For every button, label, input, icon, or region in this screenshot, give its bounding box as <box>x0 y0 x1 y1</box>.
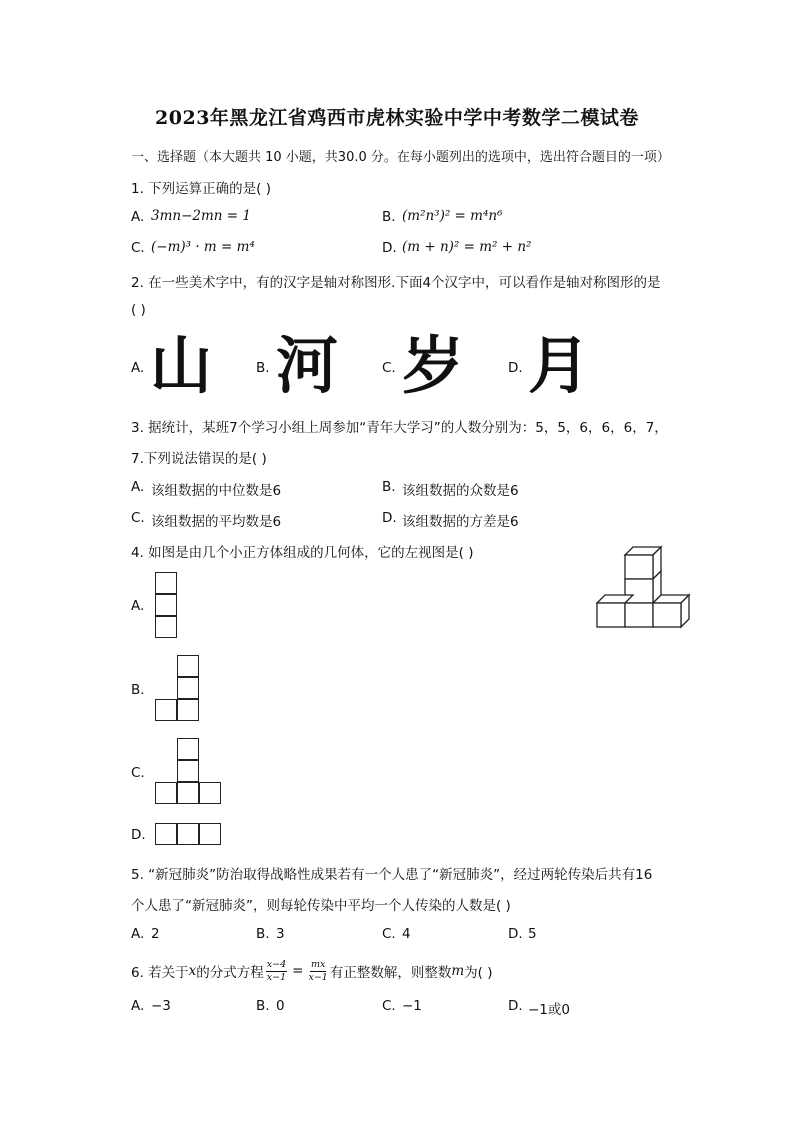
q6-option-a: −3 <box>151 998 171 1014</box>
q3-option-a-label: A. <box>131 479 145 495</box>
q2-option-b-char: 河 <box>276 329 339 402</box>
q6-stem-pre: 6. 若关于 <box>131 965 189 981</box>
q1-option-a-label: A. <box>131 209 145 225</box>
q1-option-d-label: D. <box>382 240 397 256</box>
q4-option-c-figure <box>155 738 223 806</box>
q2-option-d-char: 月 <box>528 329 591 402</box>
q6-option-b: 0 <box>276 998 285 1014</box>
q6-fraction-right <box>308 959 327 984</box>
q6-option-d-label: D. <box>508 998 523 1014</box>
square <box>177 655 199 677</box>
q5-option-c: 4 <box>402 926 411 942</box>
q6-fraction-left-denominator: x−1 <box>266 971 287 983</box>
q6-option-c-label: C. <box>382 998 396 1014</box>
q1-option-c: (−m)³ · m = m⁴ <box>151 239 255 255</box>
q6-option-d: −1或0 <box>528 1002 570 1018</box>
square <box>155 782 177 804</box>
q1-option-c-label: C. <box>131 240 145 256</box>
q6-fraction-right-denominator: x−1 <box>308 971 328 983</box>
q2-option-c-char: 岁 <box>402 329 465 402</box>
q6-stem-post: 有正整数解，则整数 <box>329 965 452 981</box>
square <box>155 699 177 721</box>
q4-option-b-figure <box>155 655 201 723</box>
q2-option-a-char: 山 <box>150 329 213 402</box>
q3-option-d: 该组数据的方差是6 <box>402 514 519 530</box>
q4-option-b-label: B. <box>131 682 145 698</box>
q2-stem-line1: 2. 在一些美术字中，有的汉字是轴对称图形.下面4个汉字中，可以看作是轴对称图形的是 <box>131 275 661 291</box>
q4-option-c-label: C. <box>131 765 145 781</box>
q1-option-b: (m²n³)² = m⁴n⁶ <box>402 208 503 224</box>
q6-fraction-right-numerator: mx <box>310 958 326 970</box>
square <box>155 572 177 594</box>
q2-option-c-label: C. <box>382 360 396 376</box>
q3-stem-line1: 3. 据统计，某班7个学习小组上周参加“青年大学习”的人数分别为：5，5，6，6，6，7， <box>131 420 668 436</box>
q5-stem-line2: 个人患了“新冠肺炎”，则每轮传染中平均一个人传染的人数是( ) <box>131 898 511 914</box>
q5-option-d: 5 <box>528 926 537 942</box>
q1-stem: 1. 下列运算正确的是( ) <box>131 181 271 197</box>
q3-option-b: 该组数据的众数是6 <box>402 483 519 499</box>
q6-option-b-label: B. <box>256 998 270 1014</box>
q3-option-a: 该组数据的中位数是6 <box>151 483 282 499</box>
q5-option-d-label: D. <box>508 926 523 942</box>
q1-option-b-label: B. <box>382 209 396 225</box>
q1-option-a: 3mn−2mn = 1 <box>151 208 251 224</box>
q3-option-c: 该组数据的平均数是6 <box>151 514 282 530</box>
square <box>177 738 199 760</box>
q6-option-c: −1 <box>402 998 422 1014</box>
section-heading: 一、选择题（本大题共 10 小题，共30.0 分。在每小题列出的选项中，选出符合题目的一项） <box>131 150 670 165</box>
q5-option-a: 2 <box>151 926 160 942</box>
square <box>177 699 199 721</box>
q3-stem-line2: 7.下列说法错误的是( ) <box>131 451 267 467</box>
q4-option-a-label: A. <box>131 598 145 614</box>
q4-solid-figure <box>596 545 692 633</box>
q3-option-b-label: B. <box>382 479 396 495</box>
q1-option-d: (m + n)² = m² + n² <box>402 239 532 255</box>
q5-option-b-label: B. <box>256 926 270 942</box>
square <box>199 782 221 804</box>
q5-option-b: 3 <box>276 926 285 942</box>
square <box>155 823 177 845</box>
q2-option-d-label: D. <box>508 360 523 376</box>
square <box>199 823 221 845</box>
square <box>155 594 177 616</box>
q6-stem-mid: 的分式方程 <box>196 965 264 981</box>
q6-stem-end: 为( ) <box>464 965 493 981</box>
q2-option-b-label: B. <box>256 360 270 376</box>
square <box>155 616 177 638</box>
square <box>177 782 199 804</box>
q3-option-c-label: C. <box>131 510 145 526</box>
q2-stem-line2: ( ) <box>131 302 146 318</box>
q6-fraction-left <box>266 959 287 984</box>
q6-option-a-label: A. <box>131 998 145 1014</box>
q5-option-a-label: A. <box>131 926 145 942</box>
q3-option-d-label: D. <box>382 510 397 526</box>
q5-stem-line1: 5. “新冠肺炎”防治取得战略性成果若有一个人患了“新冠肺炎”，经过两轮传染后共有16 <box>131 867 653 883</box>
q4-stem: 4. 如图是由几个小正方体组成的几何体，它的左视图是( ) <box>131 545 474 561</box>
square <box>177 677 199 699</box>
q4-option-d-figure <box>155 823 223 847</box>
square <box>177 823 199 845</box>
page-title: 2023年黑龙江省鸡西市虎林实验中学中考数学二模试卷 <box>155 107 639 129</box>
square <box>177 760 199 782</box>
q4-option-d-label: D. <box>131 827 146 843</box>
q6-var-x: x <box>188 963 197 979</box>
q4-option-a-figure <box>155 572 179 640</box>
q2-option-a-label: A. <box>131 360 145 376</box>
q5-option-c-label: C. <box>382 926 396 942</box>
q6-var-m: m <box>451 963 465 979</box>
q6-fraction-left-numerator: x−4 <box>266 958 287 970</box>
q6-equals: = <box>292 963 304 979</box>
q6-stem <box>131 954 493 988</box>
